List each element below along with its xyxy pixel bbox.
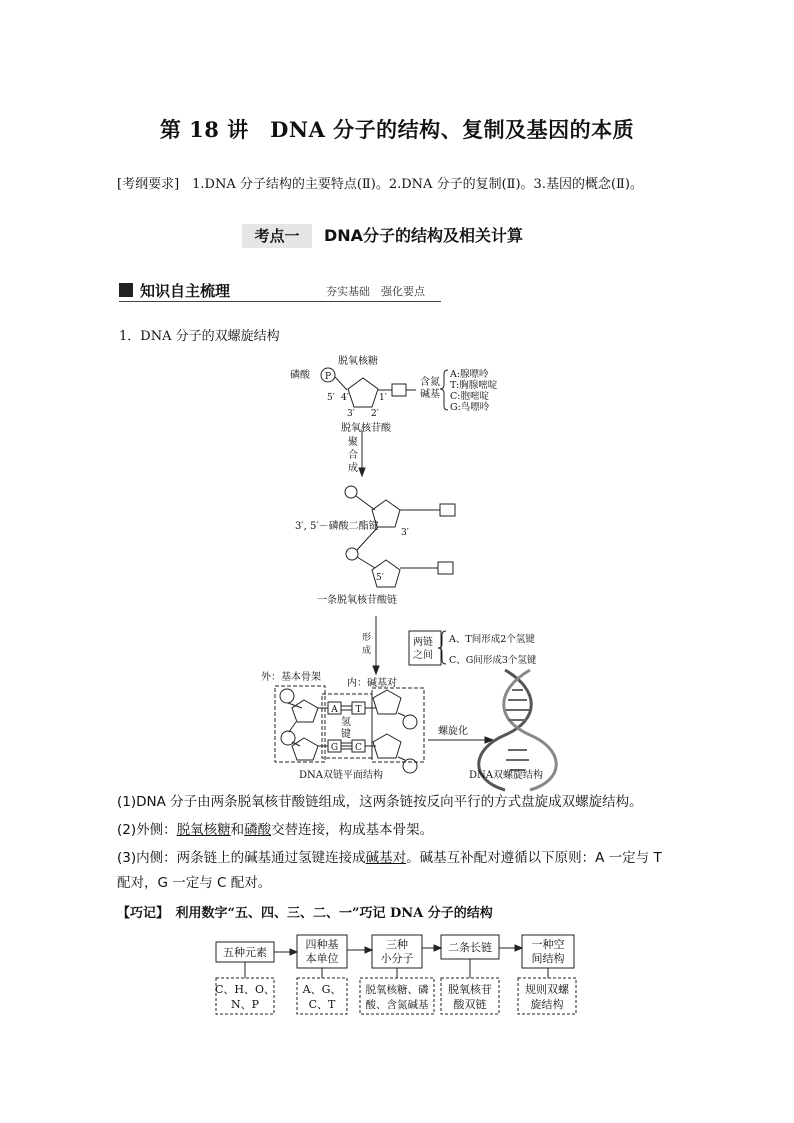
label-two-chains-2: 之间	[413, 650, 433, 661]
memo-bottom-4b: 酸双链	[453, 998, 487, 1011]
base-g: G:鸟嘌呤	[450, 402, 490, 413]
label-hydrogen-2: 键	[341, 729, 351, 740]
kaodian-title: DNA分子的结构及相关计算	[324, 226, 524, 245]
label-two-chains-1: 两链	[413, 637, 433, 648]
memo-top-5a: 一种空	[531, 938, 565, 951]
memo-bottom-2a: A、G、	[302, 983, 342, 996]
p2-mid: 和	[230, 822, 245, 838]
label-form-2: 成	[362, 646, 372, 656]
memo-top-5b: 间结构	[531, 952, 565, 965]
label-inner: 内：碱基对	[347, 678, 397, 689]
label-base-2: 碱基	[420, 389, 440, 400]
paragraph-1: (1)DNA 分子由两条脱氧核苷酸链组成，这两条链按反向平行的方式盘旋成双螺旋结构。	[117, 794, 643, 810]
section-title: 知识自主梳理	[140, 282, 231, 300]
pair-c: C	[355, 743, 362, 753]
label-at-bond: A、T间形成2个氢键	[449, 634, 535, 645]
label-spiral: 螺旋化	[438, 726, 468, 737]
label-c4: 4′	[341, 393, 349, 403]
label-c5: 5′	[327, 393, 335, 403]
base-t: T:胸腺嘧啶	[450, 380, 498, 391]
label-phosphate: 磷酸	[290, 370, 310, 381]
memo-top-1: 五种元素	[223, 946, 267, 959]
label-poly-3: 成	[348, 463, 358, 474]
memo-top-3a: 三种	[386, 938, 408, 951]
label-hydrogen-1: 氢	[341, 717, 351, 728]
base-a: A:腺嘌呤	[450, 369, 489, 380]
p2-deoxyribose: 脱氧核糖	[176, 822, 231, 838]
p3-post: 。碱基互补配对遵循以下原则：A 一定与 T	[406, 850, 662, 866]
label-chain-3: 3′	[401, 528, 409, 538]
memo-bottom-3b: 酸、含氮碱基	[365, 999, 429, 1011]
label-c1: 1′	[379, 393, 387, 403]
memo-top-2a: 四种基	[305, 938, 339, 951]
label-plane: DNA双链平面结构	[299, 770, 383, 781]
label-poly-1: 聚	[348, 437, 358, 448]
section-subtitle: 夯实基础 强化要点	[326, 285, 425, 298]
label-outer: 外：基本骨架	[261, 672, 321, 683]
label-p: P	[324, 372, 332, 382]
memo-bottom-4a: 脱氧核苷	[448, 983, 492, 996]
memo-top-2b: 本单位	[305, 952, 339, 965]
pair-a: A	[331, 705, 338, 715]
label-helix: DNA双螺旋结构	[469, 770, 543, 781]
p2-pre: (2)外侧：	[117, 822, 177, 838]
label-cg-bond: C、G间形成3个氢键	[449, 655, 537, 666]
kaodian-label: 考点一	[242, 224, 312, 248]
label-deoxyribose: 脱氧核糖	[338, 356, 378, 367]
memo-bottom-1b: N、P	[230, 998, 260, 1011]
label-nucleotide: 脱氧核苷酸	[341, 423, 391, 434]
label-chain-5: 5′	[376, 573, 384, 583]
memo-top-3b: 小分子	[380, 952, 414, 965]
label-c3: 3′	[347, 409, 355, 419]
page-title: 第 18 讲 DNA 分子的结构、复制及基因的本质	[159, 117, 635, 142]
memo-bottom-2b: C、T	[308, 998, 336, 1011]
label-base-1: 含氮	[420, 377, 440, 388]
item-heading: 1．DNA 分子的双螺旋结构	[119, 329, 280, 344]
memo-bottom-5b: 旋结构	[530, 998, 564, 1011]
tip: 【巧记】 利用数字“五、四、三、二、一”巧记 DNA 分子的结构	[117, 906, 493, 921]
label-chain: 一条脱氧核苷酸链	[317, 595, 397, 606]
p3-base-pair: 碱基对	[365, 850, 407, 866]
memo-bottom-3a: 脱氧核糖、磷	[365, 984, 429, 996]
p2-phosphate: 磷酸	[244, 822, 272, 838]
p3-line2: 配对，G 一定与 C 配对。	[117, 875, 272, 891]
p2-post: 交替连接，构成基本骨架。	[271, 822, 434, 838]
pair-t: T	[355, 705, 362, 715]
memo-bottom-1a: C、H、O、	[214, 983, 276, 996]
base-c: C:胞嘧啶	[450, 391, 489, 402]
label-phosphodiester: 3′, 5′－磷酸二酯键	[295, 521, 379, 532]
pair-g: G	[330, 743, 339, 753]
memo-top-4: 二条长链	[448, 941, 492, 954]
label-poly-2: 合	[348, 450, 358, 461]
label-form-1: 形	[362, 633, 372, 643]
memo-bottom-5a: 规则双螺	[525, 983, 569, 996]
exam-requirements: [考纲要求] 1.DNA 分子结构的主要特点(Ⅱ)。2.DNA 分子的复制(Ⅱ)。3.基因的概念(Ⅱ)。	[117, 177, 643, 192]
label-c2: 2′	[371, 409, 379, 419]
p3-pre: (3)内侧：两条链上的碱基通过氢键连接成	[117, 850, 366, 866]
